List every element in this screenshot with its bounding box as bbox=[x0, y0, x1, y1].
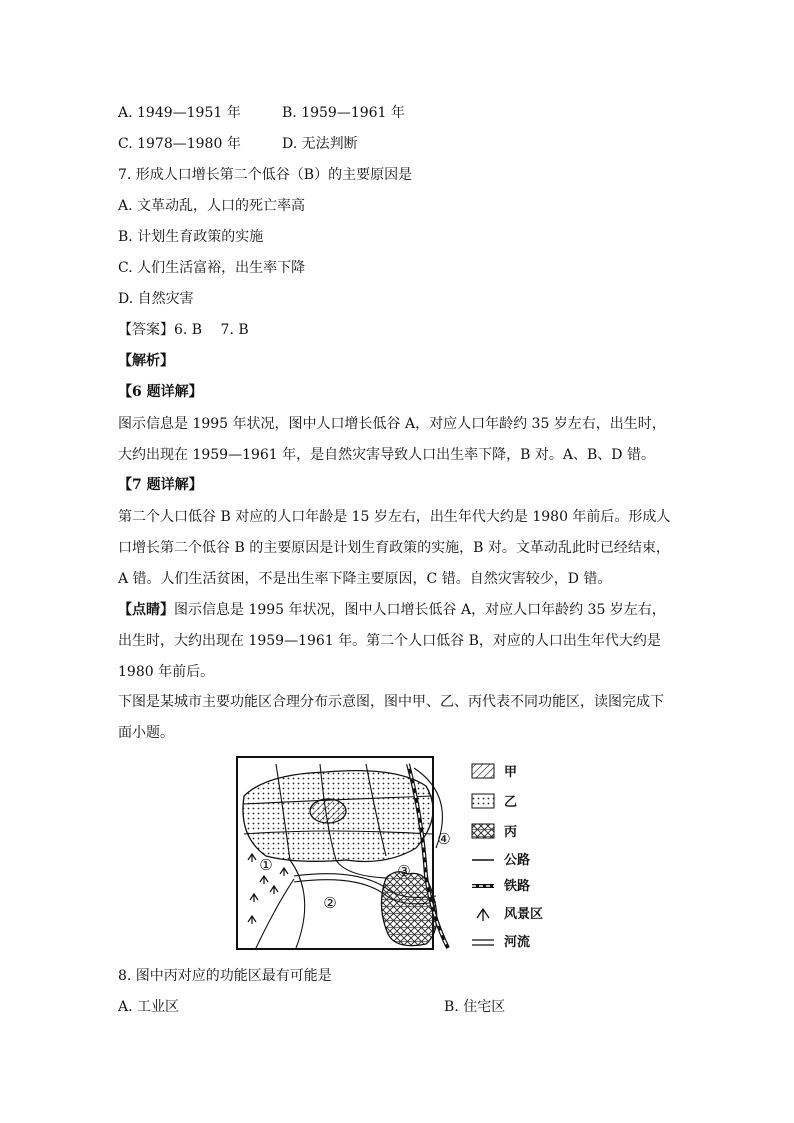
analysis-label: 【解析】 bbox=[118, 353, 174, 369]
legend-road: 公路 bbox=[504, 853, 531, 868]
legend-jia: 甲 bbox=[504, 765, 518, 780]
q7-option-c: C. 人们生活富裕，出生率下降 bbox=[118, 260, 306, 276]
legend-bing: 丙 bbox=[504, 825, 518, 840]
q7-stem: 7. 形成人口增长第二个低谷（B）的主要原因是 bbox=[118, 167, 413, 183]
q8-option-a: A. 工业区 bbox=[118, 999, 180, 1015]
q6-detail-title: 【6 题详解】 bbox=[118, 384, 203, 400]
map-intro: 下图是某城市主要功能区合理分布示意图，图中甲、乙、丙代表不同功能区，读图完成下面小题。 bbox=[118, 694, 664, 741]
q6-option-a: A. 1949—1951 年 bbox=[118, 105, 241, 121]
highlight-text: 图示信息是 1995 年状况，图中人口增长低谷 A，对应人口年龄约 35 岁左右，出生时，大约出现在 1959—1961 年。第二个人口低谷 B，对应的人口出生年代大约是 1980 年前后。 bbox=[118, 602, 666, 680]
zone-jia bbox=[310, 799, 346, 823]
legend-railway: 铁路 bbox=[504, 879, 531, 894]
q7-detail-title: 【7 题详解】 bbox=[118, 477, 203, 493]
legend-scenic: 风景区 bbox=[504, 907, 544, 922]
marker-3: ③ bbox=[397, 862, 411, 880]
q6-option-c: C. 1978—1980 年 bbox=[118, 136, 241, 152]
highlight-label: 【点睛】 bbox=[118, 602, 174, 618]
q7-option-a: A. 文革动乱，人口的死亡率高 bbox=[118, 198, 306, 214]
legend-river: 河流 bbox=[504, 935, 531, 950]
q6-detail-text: 图示信息是 1995 年状况，图中人口增长低谷 A，对应人口年龄约 35 岁左右，出生时，大约出现在 1959—1961 年，是自然灾害导致人口出生率下降，B 对。A、B、D 错。 bbox=[118, 416, 666, 463]
q7-detail-text: 第二个人口低谷 B 对应的人口年龄是 15 岁左右，出生年代大约是 1980 年前后。形成人口增长第二个低谷 B 的主要原因是计划生育政策的实施，B 对。文革动乱此时已经结束，A 错。人们生活贫困，不是出生率下降主要原因，C 错。自然灾害较少，D 错。 bbox=[118, 509, 671, 587]
q8-option-b: B. 住宅区 bbox=[444, 999, 506, 1015]
q8-stem: 8. 图中丙对应的功能区最有可能是 bbox=[118, 968, 332, 984]
q6-option-b: B. 1959—1961 年 bbox=[282, 105, 405, 121]
marker-4: ④ bbox=[437, 830, 451, 848]
marker-1: ① bbox=[259, 856, 273, 874]
q6-option-d: D. 无法判断 bbox=[282, 136, 358, 152]
answer-line: 【答案】6. B 7. B bbox=[118, 322, 249, 338]
q7-option-d: D. 自然灾害 bbox=[118, 291, 194, 307]
highlight-paragraph bbox=[118, 595, 676, 688]
q7-option-b: B. 计划生育政策的实施 bbox=[118, 229, 264, 245]
marker-2: ② bbox=[323, 894, 337, 912]
legend bbox=[472, 764, 543, 950]
legend-yi: 乙 bbox=[504, 795, 518, 810]
city-function-map bbox=[236, 756, 552, 952]
